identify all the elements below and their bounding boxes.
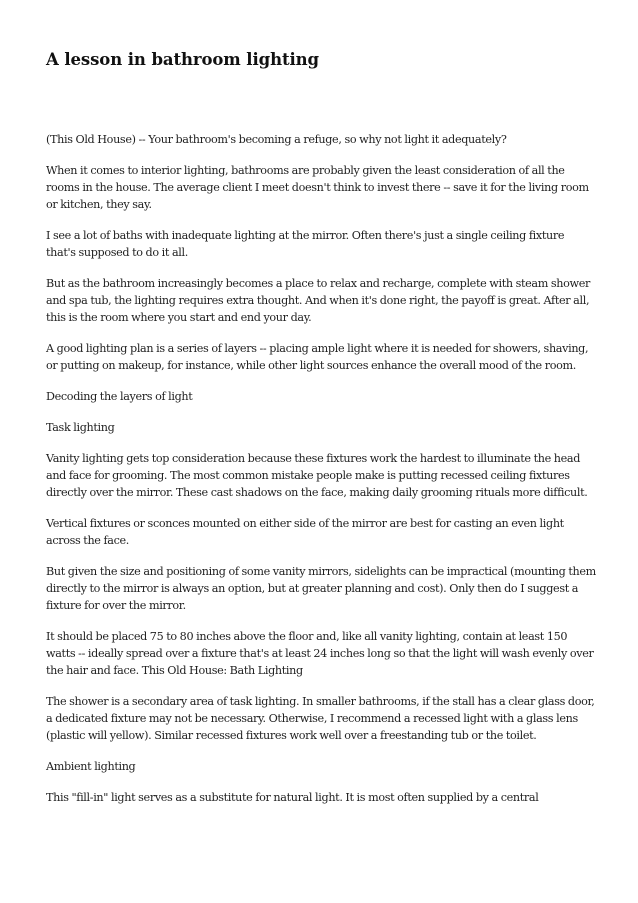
paragraph: A good lighting plan is a series of layers -- placing ample light where it is needed for showers, shaving, or putting on makeup, for instance, while other light sources enhance the overall mood of the room.: [46, 342, 589, 372]
paragraph: The shower is a secondary area of task lighting. In smaller bathrooms, if the stall has a clear glass door, a dedicated fixture may not be necessary. Otherwise, I recommend a recessed light with a glass lens (plastic will yellow). Similar recessed fixtures work well over a freestanding tub or the toilet.: [46, 695, 595, 742]
document-body: [46, 131, 596, 820]
paragraph: I see a lot of baths with inadequate lighting at the mirror. Often there's just a single ceiling fixture that's supposed to do it all.: [46, 229, 565, 259]
paragraph: Vertical fixtures or sconces mounted on either side of the mirror are best for casting an even light across the face.: [46, 517, 564, 547]
paragraph-intro: (This Old House) -- Your bathroom's becoming a refuge, so why not light it adequately?: [46, 133, 507, 146]
document-title: A lesson in bathroom lighting: [46, 50, 319, 69]
paragraph: Vanity lighting gets top consideration because these fixtures work the hardest to illuminate the head and face for grooming. The most common mistake people make is putting recessed ceiling fixtures directly over the mirror. These cast shadows on the face, making daily grooming rituals more difficult.: [46, 452, 588, 499]
subsection-heading: Ambient lighting: [46, 760, 136, 773]
paragraph: But as the bathroom increasingly becomes a place to relax and recharge, complete with steam shower and spa tub, the lighting requires extra thought. And when it's done right, the payoff is great. After all, this is the room where you start and end your day.: [46, 277, 591, 324]
section-heading: Decoding the layers of light: [46, 390, 193, 403]
paragraph: But given the size and positioning of some vanity mirrors, sidelights can be impractical (mounting them directly to the mirror is always an option, but at greater planning and cost). Only then do I suggest a fixture for over the mirror.: [46, 565, 596, 612]
paragraph: It should be placed 75 to 80 inches above the floor and, like all vanity lighting, contain at least 150 watts -- ideally spread over a fixture that's at least 24 inches long so that the light will wash evenly over the hair and face. This Old House: Bath Lighting: [46, 630, 594, 677]
subsection-heading: Task lighting: [46, 421, 115, 434]
paragraph: This "fill-in" light serves as a substitute for natural light. It is most often supplied by a central: [46, 791, 539, 804]
paragraph: When it comes to interior lighting, bathrooms are probably given the least consideration of all the rooms in the house. The average client I meet doesn't think to invest there -- save it for the living room or kitchen, they say.: [46, 164, 589, 211]
